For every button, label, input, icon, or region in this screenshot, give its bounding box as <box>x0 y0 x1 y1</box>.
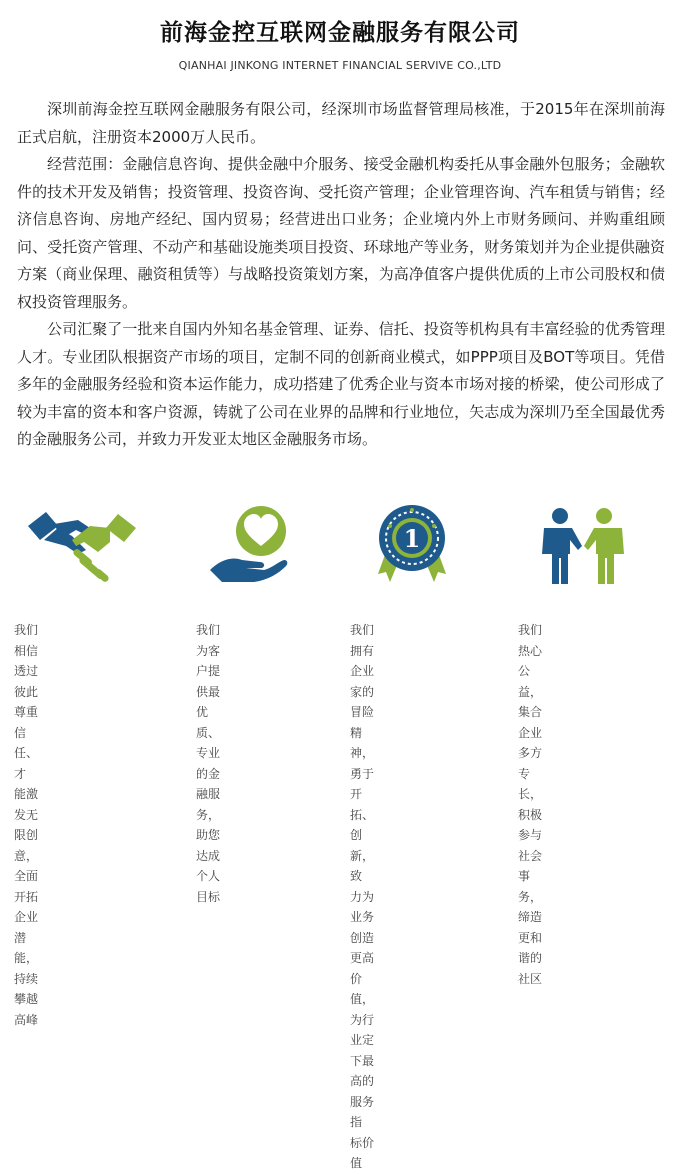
intro-paragraph: 经营范围：金融信息咨询、提供金融中介服务、接受金融机构委托从事金融外包服务；金融软件的技术开发及销售；投资管理、投资咨询、受托资产管理；企业管理咨询、汽车租赁与销售；经济信息咨询、房地产经纪、国内贸易；经营进出口业务；企业境内外上市财务顾问、并购重组顾问、受托资产管理、不动产和基础设施类项目投资、环球地产等业务，财务策划并为企业提供融资方案（商业保理、融资租赁等）与战略投资策划方案，为高净值客户提供优质的上市公司股权和债权投资管理服务。 <box>17 155 665 311</box>
caption-line: 专业的金融服务，助您 <box>196 746 221 842</box>
intro-paragraph: 深圳前海金控互联网金融服务有限公司，经深圳市场监督管理局核准，于2015年在深圳前海正式启航，注册资本2000万人民币。 <box>17 100 665 146</box>
caption-line: 达成个人目标 <box>196 848 221 904</box>
caption-line: 为行业定下最高的服务指 <box>350 1012 375 1129</box>
feature-caption <box>14 620 38 1030</box>
feature-caption <box>350 620 374 1174</box>
caption-line: 力为业务创造更高价值， <box>350 889 375 1006</box>
page-subtitle: QIANHAI JINKONG INTERNET FINANCIAL SERVIVE CO.,LTD <box>178 59 502 72</box>
caption-line: 标价值 <box>350 1135 375 1170</box>
caption-line: 我们相信透过彼此尊重信 <box>14 623 39 740</box>
medal-number-one-icon <box>378 504 446 584</box>
caption-line: 事务，缔造更和谐的社区 <box>518 869 543 986</box>
caption-line: 我们为客户提供最优质、 <box>196 623 221 740</box>
caption-line: 攀越高峰 <box>14 992 39 1027</box>
company-intro <box>17 96 665 454</box>
caption-line: 多方专长，积极参与社会 <box>518 746 543 863</box>
hand-heart-icon <box>208 504 290 584</box>
two-people-icon <box>540 506 626 586</box>
caption-line: 我们拥有企业家的冒险精 <box>350 623 375 740</box>
caption-line: 全面开拓企业潜能，持续 <box>14 869 39 986</box>
feature-caption <box>196 620 220 907</box>
page-title: 前海金控互联网金融服务有限公司 <box>160 20 520 46</box>
caption-line: 神，勇于开拓、创新，致 <box>350 746 375 883</box>
intro-paragraph: 公司汇聚了一批来自国内外知名基金管理、证券、信托、投资等机构具有丰富经验的优秀管理人才。专业团队根据资产市场的项目，定制不同的创新商业模式，如PPP项目及BOT等项目。凭借多年的金融服务经验和资本运作能力，成功搭建了优秀企业与资本市场对接的桥梁，使公司形成了较为丰富的资本和客户资源，铸就了公司在业界的品牌和行业地位，矢志成为深圳乃至全国最优秀的金融服务公司，并致力开发亚太地区金融服务市场。 <box>17 320 665 448</box>
feature-caption <box>518 620 542 989</box>
handshake-icon <box>26 506 138 588</box>
caption-line: 任、才 能激发无限创意， <box>14 746 39 863</box>
caption-line: 我们热心公益，集合企业 <box>518 623 543 740</box>
medal-number: 1 <box>403 524 421 553</box>
